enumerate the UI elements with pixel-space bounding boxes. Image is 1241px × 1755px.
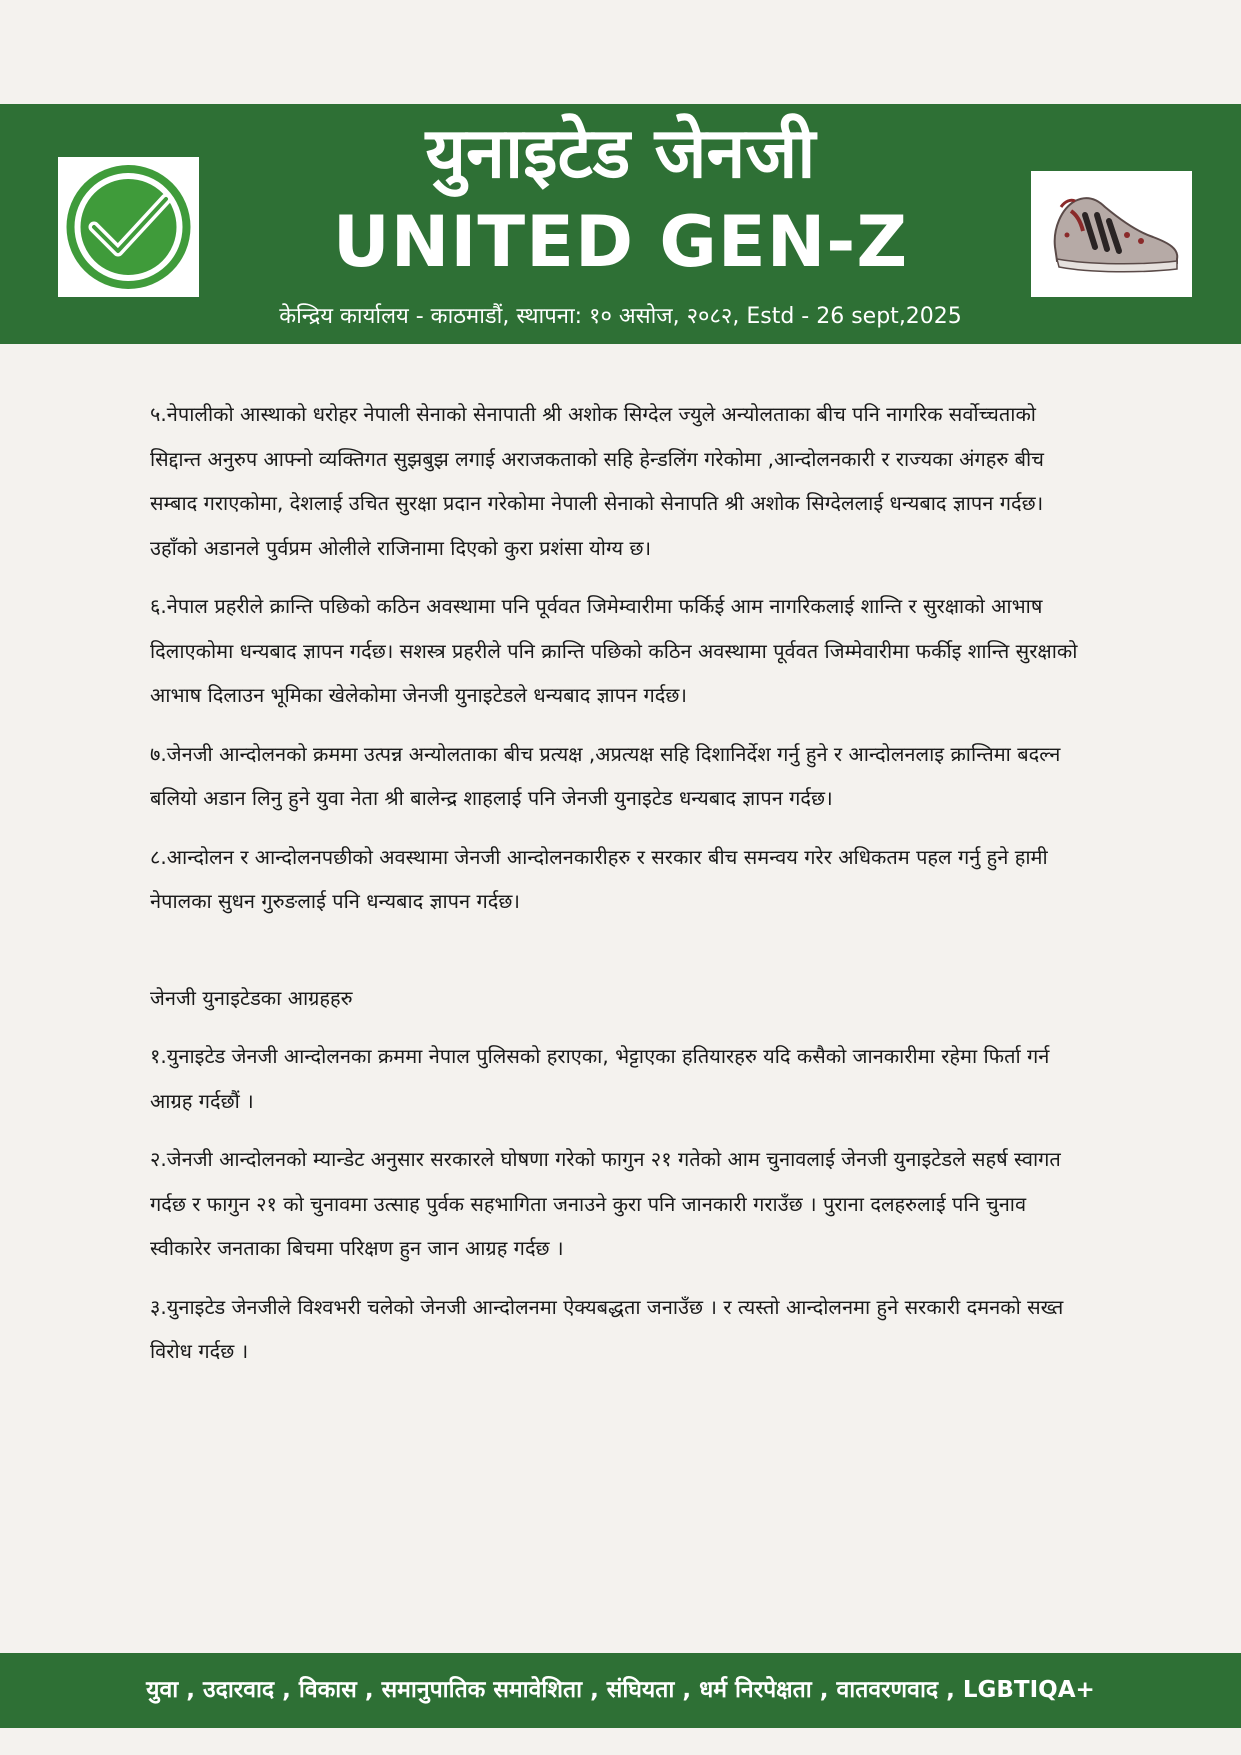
footer-slogan-bar xyxy=(0,1653,1241,1728)
shoe-image xyxy=(1031,171,1192,297)
request-3: ३.युनाइटेड जेनजीले विश्वभरी चलेको जेनजी आन्दोलनमा ऐक्यबद्धता जनाउँछ । र त्यस्तो आन्दोलनमा हुने सरकारी दमनको सख्त विरोध गर्दछ । xyxy=(150,1294,1064,1363)
request-1: १.युनाइटेड जेनजी आन्दोलनका क्रममा नेपाल पुलिसको हराएका, भेट्टाएका हतियारहरु यदि कसैको जानकारीमा रहेमा फिर्ता गर्न आग्रह गर्दछौं । xyxy=(150,1044,1050,1113)
title-nepali: युनाइटेड जेनजी xyxy=(425,112,816,194)
requests-heading: जेनजी युनाइटेडका आग्रहहरु xyxy=(150,985,353,1010)
paragraph-7: ७.जेनजी आन्दोलनको क्रममा उत्पन्न अन्योलताका बीच प्रत्यक्ष ,अप्रत्यक्ष सहि दिशानिर्देश गर्नु हुने र आन्दोलनलाइ क्रान्तिमा बदल्न बलियो अडान लिनु हुने युवा नेता श्री बालेन्द्र शाहलाई पनि जेनजी युनाइटेड धन्यबाद ज्ञापन गर्दछ। xyxy=(150,741,1061,810)
paragraph-8: ८.आन्दोलन र आन्दोलनपछीको अवस्थामा जेनजी आन्दोलनकारीहरु र सरकार बीच समन्वय गरेर अधिकतम पहल गर्नु हुने हामी नेपालका सुधन गुरुङलाई पनि धन्यबाद ज्ञापन गर्दछ। xyxy=(150,844,1048,913)
paragraph-5: ५.नेपालीको आस्थाको धरोहर नेपाली सेनाको सेनापाती श्री अशोक सिग्देल ज्युले अन्योलताका बीच पनि नागरिक सर्वोच्चताको सिद्दान्त अनुरुप आफ्नो व्यक्तिगत सुझबुझ लगाई अराजकताको सहि हेन्डलिंग गरेकोमा ,आन्दोलनकारी र राज्यका अंगहरु बीच सम्बाद गराएकोमा, देशलाई उचित सुरक्षा प्रदान गरेकोमा नेपाली सेनाको सेनापति श्री अशोक सिग्देललाई धन्यबाद ज्ञापन गर्दछ। उहाँको अडानले पुर्वप्रम ओलीले राजिनामा दिएको कुरा प्रशंसा योग्य छ। xyxy=(150,402,1044,560)
paragraph-6: ६.नेपाल प्रहरीले क्रान्ति पछिको कठिन अवस्थामा पनि पूर्ववत जिमेम्वारीमा फर्किई आम नागरिकलाई शान्ति र सुरक्षाको आभाष दिलाएकोमा धन्यबाद ज्ञापन गर्दछ। सशस्त्र प्रहरीले पनि क्रान्ति पछिको कठिन अवस्थामा पूर्ववत जिम्मेवारीमा फर्कीइ शान्ति सुरक्षाको आभाष दिलाउन भूमिका खेलेकोमा जेनजी युनाइटेडले धन्यबाद ज्ञापन गर्दछ। xyxy=(150,594,1078,707)
header-banner xyxy=(0,104,1241,344)
request-2: २.जेनजी आन्दोलनको म्यान्डेट अनुसार सरकारले घोषणा गरेको फागुन २१ गतेको आम चुनावलाई जेनजी युनाइटेडले सहर्ष स्वागत गर्दछ र फागुन २१ को चुनावमा उत्साह पुर्वक सहभागिता जनाउने कुरा पनि जानकारी गराउँछ । पुराना दलहरुलाई पनि चुनाव स्वीकारेर जनताका बिचमा परिक्षण हुन जान आग्रह गर्दछ । xyxy=(150,1147,1061,1260)
title-english: UNITED GEN-Z xyxy=(332,201,909,283)
sneaker-icon xyxy=(1031,171,1192,297)
document-body xyxy=(150,392,1085,1388)
office-establishment-line: केन्द्रिय कार्यालय - काठमाडौं, स्थापना: १० असोज, २०८२, Estd - 26 sept,2025 xyxy=(279,304,962,329)
footer-slogan: युवा , उदारवाद , विकास , समानुपातिक समावेशिता , संघियता , धर्म निरपेक्षता , वातवरणवाद , LGBTIQA+ xyxy=(146,1677,1095,1703)
